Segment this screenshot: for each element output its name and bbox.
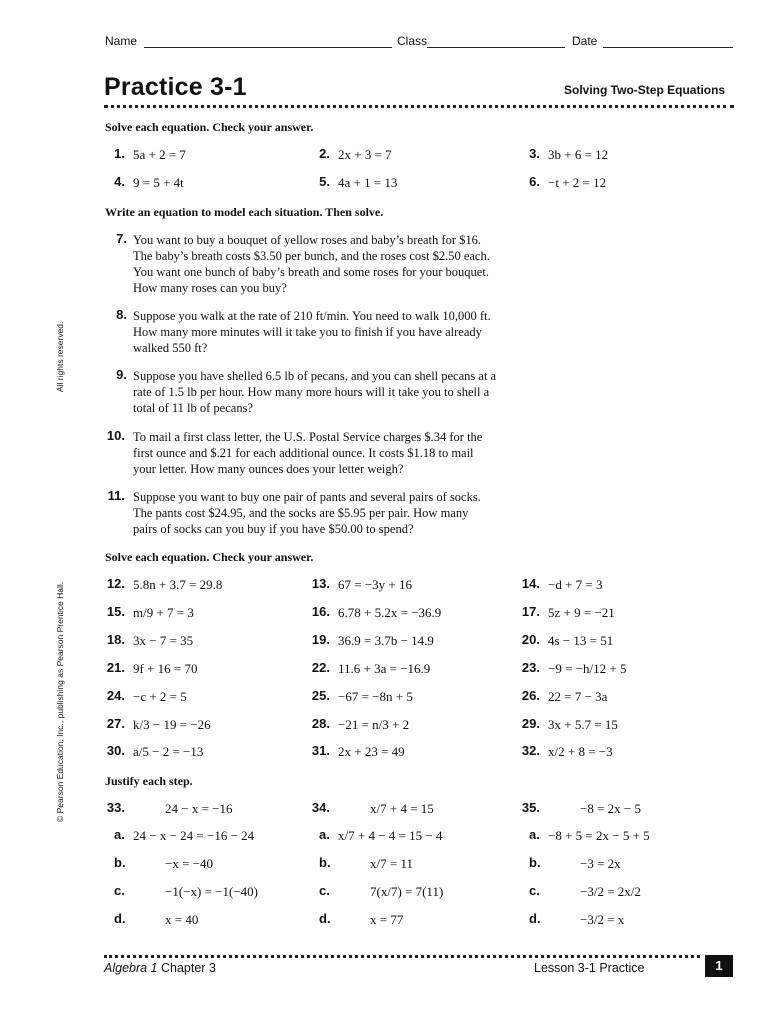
problem-number: 10. (106, 428, 125, 443)
step-letter: a. (319, 827, 330, 842)
word-problem-line: You want to buy a bouquet of yellow roses and baby’s breath for $16. (133, 233, 481, 247)
step-equation: x/7 + 4 − 4 = 15 − 4 (338, 828, 443, 843)
problem-equation: a/5 − 2 = −13 (133, 744, 204, 759)
problem-equation: 5a + 2 = 7 (133, 147, 186, 162)
step-equation: −3/2 = x (580, 912, 625, 927)
problem-equation: 22 = 7 − 3a (548, 689, 608, 704)
section1-instruction: Solve each equation. Check your answer. (105, 120, 314, 134)
problem-equation: 9 = 5 + 4t (133, 175, 184, 190)
class-line[interactable] (427, 36, 565, 48)
section3-instruction: Solve each equation. Check your answer. (105, 550, 314, 564)
footer-book (104, 961, 216, 975)
step-equation: −1(−x) = −1(−40) (165, 884, 258, 899)
problem-number: 22. (311, 660, 330, 675)
problem-equation: −8 = 2x − 5 (580, 801, 641, 816)
word-problem (133, 489, 533, 537)
problem-number: 20. (521, 632, 540, 647)
problem-equation: −t + 2 = 12 (548, 175, 607, 190)
word-problem-line: first ounce and $.21 for each additional ounce. It costs $1.18 to mail (133, 446, 474, 460)
problem-equation: 9f + 16 = 70 (133, 661, 198, 676)
problem-equation: x/2 + 8 = −3 (548, 744, 613, 759)
problem-number: 2. (319, 146, 330, 161)
section4-instruction: Justify each step. (105, 774, 193, 788)
problem-number: 17. (521, 604, 540, 619)
step-letter: d. (529, 911, 541, 926)
page-subtitle: Solving Two-Step Equations (564, 83, 726, 97)
problem-equation: 11.6 + 3a = −16.9 (338, 661, 431, 676)
problem-number: 28. (311, 716, 330, 731)
word-problem-line: How many more minutes will it take you to finish if you have already (133, 325, 482, 339)
problem-number: 26. (521, 688, 540, 703)
problem-number: 34. (311, 800, 330, 815)
word-problem (133, 232, 533, 296)
word-problem-line: The pants cost $24.95, and the socks are $5.95 per pair. How many (133, 506, 469, 520)
step-letter: d. (319, 911, 331, 926)
problem-number: 15. (106, 604, 125, 619)
problem-number: 9. (116, 367, 127, 382)
problem-equation: 3x + 5.7 = 15 (548, 717, 618, 732)
problem-number: 16. (311, 604, 330, 619)
word-problem (133, 429, 533, 477)
problem-equation: 5.8n + 3.7 = 29.8 (133, 577, 223, 592)
step-letter: a. (114, 827, 125, 842)
problem-equation: −c + 2 = 5 (133, 689, 187, 704)
problem-number: 8. (116, 307, 127, 322)
footer-book-title: Algebra 1 (104, 961, 158, 975)
problem-number: 18. (106, 632, 125, 647)
problem-equation: 2x + 3 = 7 (338, 147, 392, 162)
problem-equation: 4a + 1 = 13 (338, 175, 398, 190)
step-equation: 7(x/7) = 7(11) (370, 884, 444, 899)
problem-equation: 5z + 9 = −21 (548, 605, 615, 620)
word-problem (133, 368, 533, 416)
date-line[interactable] (603, 36, 733, 48)
word-problem-line: pairs of socks can you buy if you have $50.00 to spend? (133, 522, 414, 536)
name-line[interactable] (144, 36, 392, 48)
step-equation: x = 77 (370, 912, 404, 927)
problem-number: 5. (319, 174, 330, 189)
problem-number: 21. (106, 660, 125, 675)
problem-equation: −21 = n/3 + 2 (338, 717, 410, 732)
problem-number: 11. (107, 488, 125, 503)
class-label: Class (397, 34, 428, 48)
problem-equation: 4s − 13 = 51 (548, 633, 614, 648)
step-equation: −3/2 = 2x/2 (580, 884, 641, 899)
date-label: Date (572, 34, 598, 48)
problem-equation: 2x + 23 = 49 (338, 744, 405, 759)
problem-number: 27. (106, 716, 125, 731)
problem-equation: −9 = −h/12 + 5 (548, 661, 627, 676)
step-letter: c. (319, 883, 330, 898)
problem-equation: −d + 7 = 3 (548, 577, 603, 592)
footer-divider (104, 955, 700, 958)
problem-number: 32. (521, 743, 540, 758)
name-label: Name (105, 34, 138, 48)
problem-number: 3. (529, 146, 540, 161)
step-letter: c. (529, 883, 540, 898)
step-equation: −x = −40 (165, 856, 213, 871)
problem-number: 4. (114, 174, 125, 189)
problem-equation: 6.78 + 5.2x = −36.9 (338, 605, 442, 620)
step-letter: b. (114, 855, 126, 870)
word-problem-line: Suppose you want to buy one pair of pants and several pairs of socks. (133, 490, 481, 504)
problem-equation: m/9 + 7 = 3 (133, 605, 194, 620)
problem-number: 6. (529, 174, 540, 189)
step-equation: −3 = 2x (580, 856, 621, 871)
problem-equation: k/3 − 19 = −26 (133, 717, 211, 732)
word-problem-line: You want one bunch of baby’s breath and some roses for your bouquet. (133, 265, 489, 279)
footer-chapter: Chapter 3 (161, 961, 216, 975)
problem-number: 13. (311, 576, 330, 591)
word-problem-line: Suppose you walk at the rate of 210 ft/min. You need to walk 10,000 ft. (133, 309, 491, 323)
problem-equation: 3x − 7 = 35 (133, 633, 194, 648)
section2-instruction: Write an equation to model each situation. Then solve. (105, 205, 384, 219)
word-problem (133, 308, 533, 356)
rights-notice: All rights reserved. (55, 321, 65, 392)
copyright-notice: © Pearson Education, Inc., publishing as Pearson Prentice Hall. (55, 581, 65, 822)
problem-equation: −67 = −8n + 5 (338, 689, 413, 704)
step-letter: b. (529, 855, 541, 870)
word-problem-line: The baby’s breath costs $3.50 per bunch, and the roses cost $2.50 each. (133, 249, 490, 263)
footer-lesson: Lesson 3-1 Practice (534, 961, 645, 975)
word-problem-line: walked 550 ft? (133, 341, 208, 355)
problem-equation: 36.9 = 3.7b − 14.9 (338, 633, 434, 648)
step-equation: 24 − x − 24 = −16 − 24 (133, 828, 255, 843)
problem-equation: x/7 + 4 = 15 (370, 801, 434, 816)
step-equation: x = 40 (165, 912, 199, 927)
problem-number: 29. (521, 716, 540, 731)
word-problem-line: To mail a first class letter, the U.S. Postal Service charges $.34 for the (133, 430, 483, 444)
word-problem-line: your letter. How many ounces does your letter weigh? (133, 462, 404, 476)
problem-number: 33. (106, 800, 125, 815)
problem-number: 14. (521, 576, 540, 591)
step-equation: −8 + 5 = 2x − 5 + 5 (548, 828, 650, 843)
problem-number: 23. (521, 660, 540, 675)
title-divider (104, 105, 734, 108)
step-letter: a. (529, 827, 540, 842)
problem-number: 12. (106, 576, 125, 591)
step-letter: b. (319, 855, 331, 870)
page-number: 1 (705, 955, 733, 977)
problem-number: 35. (521, 800, 540, 815)
word-problem-line: How many roses can you buy? (133, 281, 287, 295)
problem-equation: 67 = −3y + 16 (338, 577, 412, 592)
problem-number: 30. (106, 743, 125, 758)
word-problem-line: Suppose you have shelled 6.5 lb of pecans, and you can shell pecans at a (133, 369, 497, 383)
page-title: Practice 3-1 (104, 73, 247, 101)
problem-equation: 24 − x = −16 (165, 801, 233, 816)
problem-number: 25. (311, 688, 330, 703)
problem-number: 7. (116, 231, 127, 246)
problem-number: 24. (106, 688, 125, 703)
word-problem-line: rate of 1.5 lb per hour. How many more hours will it take you to shell a (133, 385, 490, 399)
step-equation: x/7 = 11 (370, 856, 413, 871)
step-letter: c. (114, 883, 125, 898)
problem-number: 31. (311, 743, 330, 758)
problem-equation: 3b + 6 = 12 (548, 147, 609, 162)
step-letter: d. (114, 911, 126, 926)
word-problem-line: total of 11 lb of pecans? (133, 401, 253, 415)
problem-number: 19. (311, 632, 330, 647)
problem-number: 1. (114, 146, 125, 161)
